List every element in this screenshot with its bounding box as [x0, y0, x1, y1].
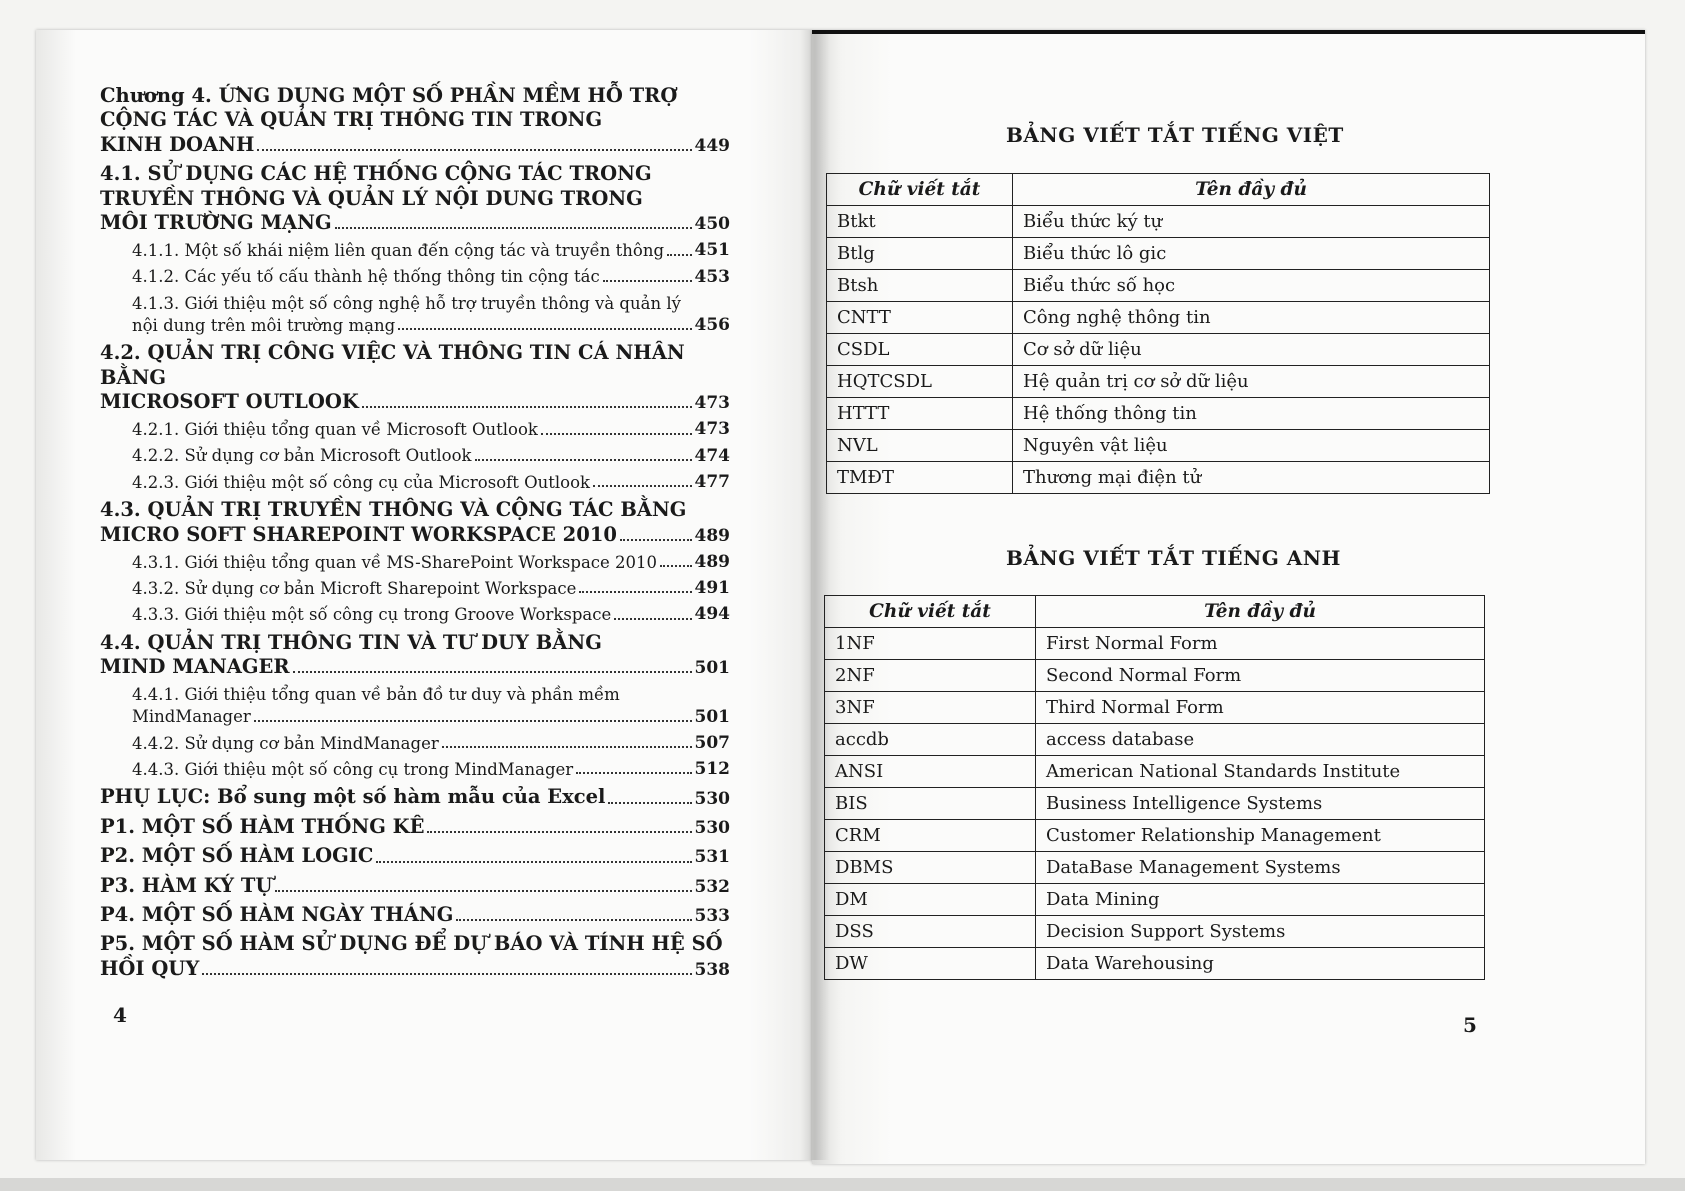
toc-entry-row [132, 759, 730, 780]
toc-entry [100, 341, 730, 414]
toc-leader-dots [660, 565, 691, 567]
toc-entry-title: 4.2.3. Giới thiệu một số công cụ của Microsoft Outlook [132, 472, 591, 492]
toc-entry-row [132, 733, 730, 754]
toc-leader-dots [427, 831, 691, 833]
toc-entry [100, 446, 730, 467]
toc-entry [100, 785, 730, 809]
toc-entry-page: 489 [694, 551, 730, 572]
toc-entry-page: 489 [694, 525, 730, 546]
table-row [827, 270, 1490, 302]
abbreviation-cell: HTTT [827, 398, 1013, 430]
abbreviation-cell: HQTCSDL [827, 366, 1013, 398]
toc-entry-title: 4.2.1. Giới thiệu tổng quan về Microsoft Outlook [132, 420, 538, 440]
table-row [825, 884, 1485, 916]
table-row [825, 948, 1485, 980]
column-header-full: Tên đầy đủ [1013, 174, 1490, 206]
toc-entry-page: 501 [694, 706, 730, 727]
full-name-cell: Biểu thức lô gic [1013, 238, 1490, 270]
toc-leader-dots [620, 539, 692, 541]
toc-entry-row [100, 957, 730, 981]
toc-entry-page: 449 [694, 135, 730, 156]
table-row [827, 238, 1490, 270]
toc-leader-dots [541, 433, 692, 435]
toc-leader-dots [362, 406, 692, 408]
toc-entry-page: 531 [694, 847, 730, 868]
toc-entry [100, 733, 730, 754]
toc-leader-dots [442, 746, 692, 748]
toc-entry-line: 4.4. QUẢN TRỊ THÔNG TIN VÀ TƯ DUY BẰNG [100, 630, 602, 654]
toc-entry-title: P4. MỘT SỐ HÀM NGÀY THÁNG [100, 902, 454, 926]
table-row [825, 628, 1485, 660]
toc-entry-row [100, 903, 730, 927]
page-number-left: 4 [113, 1003, 127, 1027]
toc-leader-dots [254, 720, 692, 722]
toc-entry-page: 532 [694, 876, 730, 897]
abbreviation-cell: DM [825, 884, 1036, 916]
toc-entry [100, 552, 730, 573]
toc-leader-dots [576, 772, 691, 774]
toc-leader-dots [608, 802, 691, 804]
table-row [827, 334, 1490, 366]
table-row [827, 206, 1490, 238]
toc-entry-row [100, 874, 730, 898]
full-name-cell: Business Intelligence Systems [1036, 788, 1485, 820]
toc-entry-line: TRUYỀN THÔNG VÀ QUẢN LÝ NỘI DUNG TRONG [100, 186, 643, 210]
toc-leader-dots [475, 459, 692, 461]
abbreviation-cell: NVL [827, 430, 1013, 462]
full-name-cell: Decision Support Systems [1036, 916, 1485, 948]
abbreviation-cell: 2NF [825, 660, 1036, 692]
toc-entry-line: CỘNG TÁC VÀ QUẢN TRỊ THÔNG TIN TRONG [100, 108, 603, 132]
full-name-cell: Biểu thức số học [1013, 270, 1490, 302]
toc-entry-title: PHỤ LỤC: Bổ sung một số hàm mẫu của Excel [100, 785, 606, 809]
toc-entry-row [100, 815, 730, 839]
abbreviation-cell: Btlg [827, 238, 1013, 270]
toc-leader-dots [667, 254, 691, 256]
full-name-cell: Second Normal Form [1036, 660, 1485, 692]
column-header-abbr: Chữ viết tắt [825, 596, 1036, 628]
toc-entry-title: MICROSOFT OUTLOOK [100, 390, 359, 414]
column-header-full: Tên đầy đủ [1036, 596, 1485, 628]
toc-entry-page: 477 [694, 471, 730, 492]
toc-entry-line: P5. MỘT SỐ HÀM SỬ DỤNG ĐỂ DỰ BÁO VÀ TÍNH HỆ SỐ [100, 932, 723, 956]
toc-entry-page: 451 [694, 240, 730, 261]
table-row [827, 430, 1490, 462]
abbreviation-cell: ANSI [825, 756, 1036, 788]
toc-entry-row [100, 655, 730, 679]
full-name-cell: Customer Relationship Management [1036, 820, 1485, 852]
full-name-cell: Data Mining [1036, 884, 1485, 916]
english-abbreviations-table [824, 595, 1485, 980]
toc-entry-title: 4.3.2. Sử dụng cơ bản Microft Sharepoint Workspace [132, 578, 577, 598]
toc-entry-row [132, 578, 730, 599]
toc-entry-row [132, 419, 730, 440]
toc-entry [100, 874, 730, 898]
toc-entry-line: 4.4.1. Giới thiệu tổng quan về bản đồ tư duy và phần mềm [132, 685, 620, 705]
toc-entry-row [132, 446, 730, 467]
abbreviation-cell: CSDL [827, 334, 1013, 366]
full-name-cell: Hệ quản trị cơ sở dữ liệu [1013, 366, 1490, 398]
toc-entry-row [100, 785, 730, 809]
full-name-cell: access database [1036, 724, 1485, 756]
toc-entry [100, 604, 730, 625]
toc-entry-title: MICRO SOFT SHAREPOINT WORKSPACE 2010 [100, 522, 617, 546]
table-of-contents [100, 80, 730, 986]
toc-entry [100, 815, 730, 839]
toc-entry-row [132, 315, 730, 336]
toc-leader-dots [456, 919, 691, 921]
toc-leader-dots [293, 671, 692, 673]
abbreviation-cell: accdb [825, 724, 1036, 756]
table-row [827, 462, 1490, 494]
abbreviation-cell: 3NF [825, 692, 1036, 724]
english-abbreviations-title: BẢNG VIẾT TẮT TIẾNG ANH [1006, 546, 1341, 570]
toc-entry-row [132, 552, 730, 573]
full-name-cell: Biểu thức ký tự [1013, 206, 1490, 238]
toc-entry-title: P3. HÀM KÝ TỰ [100, 873, 273, 897]
toc-entry-title: MindManager [132, 707, 251, 727]
toc-entry [100, 759, 730, 780]
toc-entry-page: 512 [694, 759, 730, 780]
abbreviation-cell: CRM [825, 820, 1036, 852]
toc-entry [100, 293, 730, 337]
toc-leader-dots [335, 227, 692, 229]
table-row [825, 692, 1485, 724]
toc-entry-line: 4.1.3. Giới thiệu một số công nghệ hỗ trợ truyền thông và quản lý [132, 293, 681, 313]
toc-leader-dots [257, 149, 691, 151]
toc-entry-row [100, 390, 730, 414]
vietnamese-abbreviations-table [826, 173, 1490, 494]
toc-entry-title: HỒI QUY [100, 956, 200, 980]
toc-entry-row [100, 133, 730, 157]
toc-entry-page: 530 [694, 817, 730, 838]
table-row [825, 724, 1485, 756]
toc-entry-page: 453 [694, 266, 730, 287]
abbreviation-cell: DBMS [825, 852, 1036, 884]
toc-entry-page: 456 [694, 315, 730, 336]
toc-entry-row [132, 604, 730, 625]
toc-entry-title: 4.4.2. Sử dụng cơ bản MindManager [132, 733, 439, 753]
toc-leader-dots [376, 861, 691, 863]
toc-entry [100, 267, 730, 288]
abbreviation-cell: Btsh [827, 270, 1013, 302]
table-row [827, 398, 1490, 430]
full-name-cell: American National Standards Institute [1036, 756, 1485, 788]
vietnamese-abbreviations-title: BẢNG VIẾT TẮT TIẾNG VIỆT [1006, 123, 1344, 147]
toc-entry-page: 538 [694, 959, 730, 980]
full-name-cell: Data Warehousing [1036, 948, 1485, 980]
toc-leader-dots [579, 591, 691, 593]
toc-entry [100, 498, 730, 547]
toc-entry-title: MÔI TRƯỜNG MẠNG [100, 210, 332, 234]
toc-entry-line: 4.3. QUẢN TRỊ TRUYỀN THÔNG VÀ CỘNG TÁC BẰNG [100, 498, 687, 522]
toc-entry-title: 4.3.1. Giới thiệu tổng quan về MS-SharePoint Workspace 2010 [132, 552, 658, 572]
full-name-cell: Thương mại điện tử [1013, 462, 1490, 494]
column-header-abbr: Chữ viết tắt [827, 174, 1013, 206]
toc-entry [100, 419, 730, 440]
toc-entry-page: 530 [694, 788, 730, 809]
table-row [825, 852, 1485, 884]
toc-entry-page: 473 [694, 393, 730, 414]
toc-entry-title: 4.3.3. Giới thiệu một số công cụ trong Groove Workspace [132, 605, 612, 625]
toc-entry [100, 631, 730, 680]
toc-entry-title: 4.4.3. Giới thiệu một số công cụ trong MindManager [132, 759, 574, 779]
table-row [825, 916, 1485, 948]
toc-entry-row [132, 240, 730, 261]
toc-entry-page: 473 [694, 419, 730, 440]
toc-entry-row [132, 472, 730, 493]
toc-entry-title: 4.2.2. Sử dụng cơ bản Microsoft Outlook [132, 446, 472, 466]
toc-leader-dots [275, 890, 691, 892]
full-name-cell: DataBase Management Systems [1036, 852, 1485, 884]
toc-entry-title: 4.1.2. Các yếu tố cấu thành hệ thống thông tin cộng tác [132, 267, 600, 287]
abbreviation-cell: TMĐT [827, 462, 1013, 494]
full-name-cell: Cơ sở dữ liệu [1013, 334, 1490, 366]
toc-entry-page: 501 [694, 658, 730, 679]
toc-entry-row [132, 707, 730, 728]
scan-edge [0, 1178, 1685, 1191]
toc-leader-dots [202, 973, 691, 975]
full-name-cell: First Normal Form [1036, 628, 1485, 660]
abbreviation-cell: Btkt [827, 206, 1013, 238]
full-name-cell: Nguyên vật liệu [1013, 430, 1490, 462]
full-name-cell: Hệ thống thông tin [1013, 398, 1490, 430]
full-name-cell: Công nghệ thông tin [1013, 302, 1490, 334]
toc-leader-dots [603, 280, 692, 282]
toc-entry-row [132, 267, 730, 288]
toc-entry-title: KINH DOANH [100, 132, 255, 156]
toc-entry [100, 240, 730, 261]
abbreviation-cell: CNTT [827, 302, 1013, 334]
toc-entry-page: 474 [694, 445, 730, 466]
toc-entry [100, 684, 730, 728]
toc-entry [100, 844, 730, 868]
toc-entry-title: MIND MANAGER [100, 655, 290, 679]
toc-entry [100, 162, 730, 235]
toc-leader-dots [593, 485, 691, 487]
page-number-right: 5 [1463, 1013, 1477, 1037]
toc-entry-title: 4.1.1. Một số khái niệm liên quan đến cộng tác và truyền thông [132, 240, 665, 260]
abbreviation-cell: 1NF [825, 628, 1036, 660]
table-row [825, 788, 1485, 820]
toc-entry-page: 533 [694, 906, 730, 927]
toc-entry-row [100, 211, 730, 235]
toc-entry-row [100, 523, 730, 547]
toc-entry-line: Chương 4. ỨNG DỤNG MỘT SỐ PHẦN MỀM HỖ TRỢ [100, 84, 678, 107]
table-row [825, 756, 1485, 788]
toc-leader-dots [614, 618, 691, 620]
toc-entry-line: 4.2. QUẢN TRỊ CÔNG VIỆC VÀ THÔNG TIN CÁ NHÂN BẰNG [100, 341, 685, 389]
table-row [825, 820, 1485, 852]
table-row [827, 302, 1490, 334]
toc-entry-page: 491 [694, 578, 730, 599]
toc-entry-row [100, 844, 730, 868]
table-row [825, 660, 1485, 692]
table-row [827, 366, 1490, 398]
toc-entry-title: P2. MỘT SỐ HÀM LOGIC [100, 844, 374, 868]
abbreviation-cell: DSS [825, 916, 1036, 948]
toc-entry-page: 450 [694, 214, 730, 234]
toc-entry [100, 472, 730, 493]
toc-entry [100, 903, 730, 927]
abbreviation-cell: DW [825, 948, 1036, 980]
toc-entry-title: P1. MỘT SỐ HÀM THỐNG KÊ [100, 814, 425, 838]
toc-entry [100, 84, 730, 157]
abbreviation-cell: BIS [825, 788, 1036, 820]
toc-entry-title: nội dung trên môi trường mạng [132, 315, 396, 335]
toc-entry [100, 932, 730, 981]
toc-leader-dots [398, 328, 691, 330]
toc-entry [100, 578, 730, 599]
toc-entry-page: 507 [694, 732, 730, 753]
toc-entry-line: 4.1. SỬ DỤNG CÁC HỆ THỐNG CỘNG TÁC TRONG [100, 162, 652, 186]
full-name-cell: Third Normal Form [1036, 692, 1485, 724]
toc-entry-page: 494 [694, 604, 730, 625]
